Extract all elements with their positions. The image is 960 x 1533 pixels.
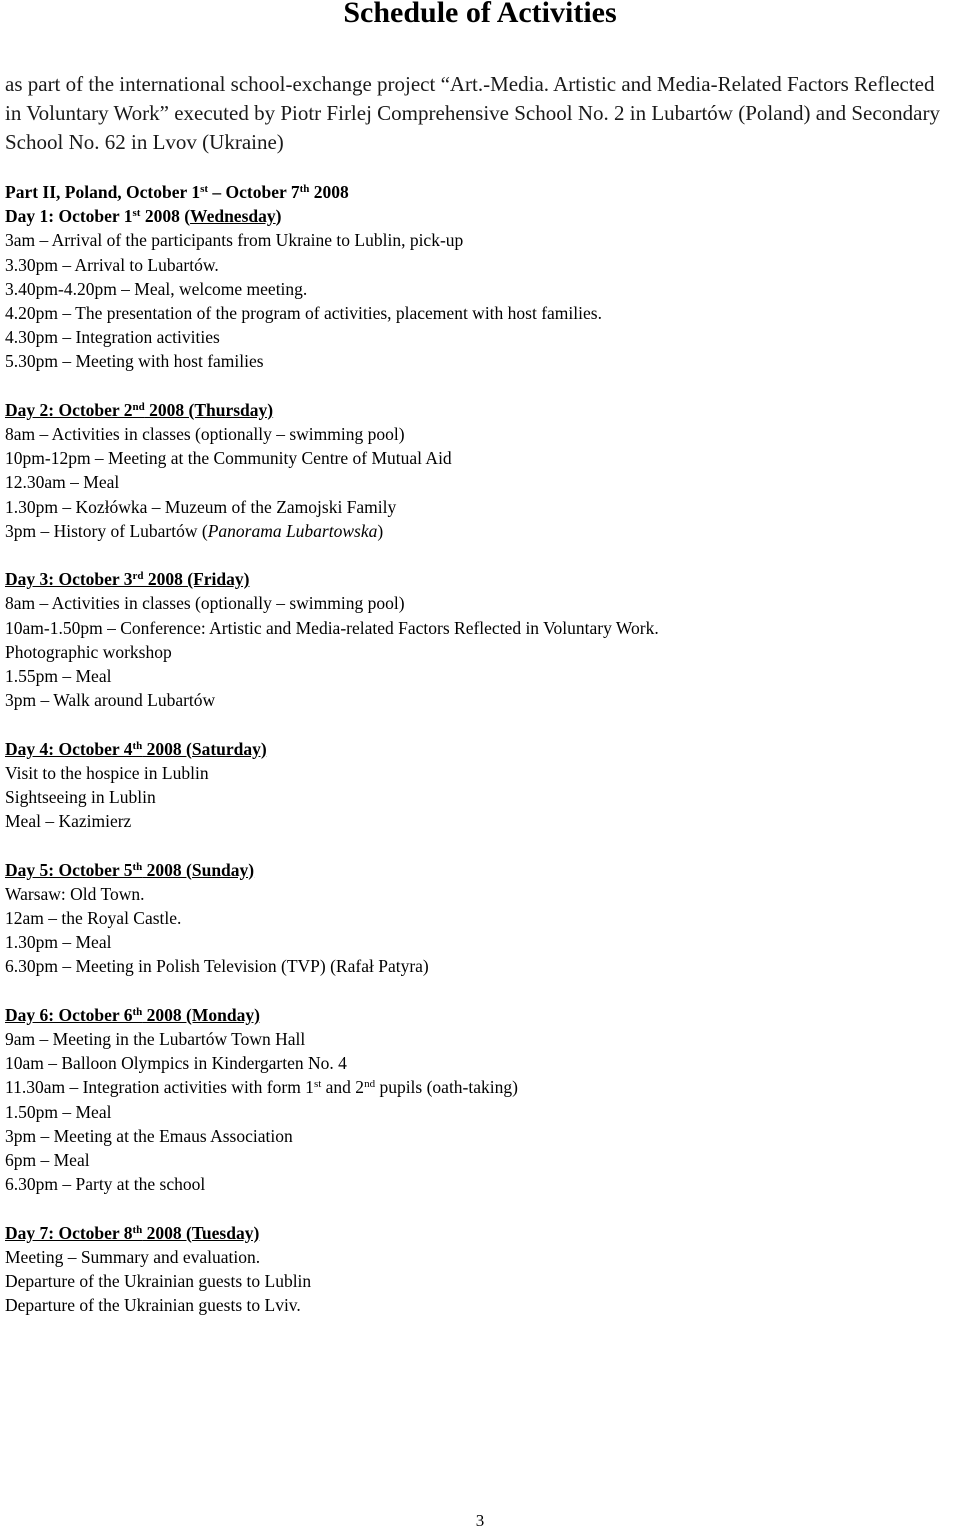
list-item: Visit to the hospice in Lublin [5, 762, 209, 783]
list-item: Meal – Kazimierz [5, 811, 132, 832]
list-item: Meeting – Summary and evaluation. [5, 1246, 261, 1267]
list-item: Departure of the Ukrainian guests to Lviv. [5, 1295, 301, 1316]
schedule-content [5, 180, 955, 1317]
list-item: Sightseeing in Lublin [5, 787, 156, 808]
list-item: 12am – the Royal Castle. [5, 908, 182, 929]
list-item: 6.30pm – Party at the school [5, 1174, 206, 1195]
list-item: Departure of the Ukrainian guests to Lublin [5, 1271, 312, 1292]
day3-heading: Day 3: October 3rd 2008 (Friday) [5, 569, 250, 590]
list-item: 3am – Arrival of the participants from Ukraine to Lublin, pick-up [5, 230, 464, 251]
list-item: 4.30pm – Integration activities [5, 327, 220, 348]
day4-heading: Day 4: October 4th 2008 (Saturday) [5, 738, 267, 759]
day1-heading: Day 1: October 1st 2008 (Wednesday) [5, 206, 282, 227]
list-item: 5.30pm – Meeting with host families [5, 351, 264, 372]
list-item: 8am – Activities in classes (optionally – swimming pool) [5, 424, 405, 445]
list-item: 10pm-12pm – Meeting at the Community Centre of Mutual Aid [5, 448, 452, 469]
part-heading: Part II, Poland, October 1st – October 7th 2008 [5, 182, 349, 202]
list-item: 3pm – Meeting at the Emaus Association [5, 1125, 293, 1146]
list-item: 4.20pm – The presentation of the program of activities, placement with host families. [5, 303, 602, 324]
list-item: 6.30pm – Meeting in Polish Television (TVP) (Rafał Patyra) [5, 956, 429, 977]
day7-heading: Day 7: October 8th 2008 (Tuesday) [5, 1222, 260, 1243]
day5-heading: Day 5: October 5th 2008 (Sunday) [5, 859, 255, 880]
list-item: Warsaw: Old Town. [5, 883, 145, 904]
list-item: Photographic workshop [5, 641, 172, 662]
list-item: 1.50pm – Meal [5, 1101, 112, 1122]
list-item: 1.30pm – Meal [5, 932, 112, 953]
list-item: 3.40pm-4.20pm – Meal, welcome meeting. [5, 278, 308, 299]
list-item: 11.30am – Integration activities with form 1st and 2nd pupils (oath-taking) [5, 1077, 518, 1098]
list-item: 3pm – History of Lubartów (Panorama Lubartowska) [5, 520, 384, 541]
list-item: 10am-1.50pm – Conference: Artistic and Media-related Factors Reflected in Voluntary Work. [5, 617, 659, 638]
day6-heading: Day 6: October 6th 2008 (Monday) [5, 1004, 260, 1025]
list-item: 6pm – Meal [5, 1150, 90, 1171]
list-item: 3pm – Walk around Lubartów [5, 690, 216, 711]
list-item: 1.55pm – Meal [5, 666, 112, 687]
list-item: 10am – Balloon Olympics in Kindergarten No. 4 [5, 1053, 347, 1074]
list-item: 12.30am – Meal [5, 472, 120, 493]
page-number: 3 [475, 1511, 485, 1530]
list-item: 3.30pm – Arrival to Lubartów. [5, 254, 219, 275]
page-title: Schedule of Activities [343, 0, 617, 29]
intro-paragraph: as part of the international school-exchange project “Art.-Media. Artistic and Media-Related Factors Reflected in Voluntary Work” executed by Piotr Firlej Comprehensive School No. 2 in Lubartów (Poland) and Secondary School No. 62 in Lvov (Ukraine) [5, 72, 940, 154]
list-item: 1.30pm – Kozłówka – Muzeum of the Zamojski Family [5, 496, 397, 517]
list-item: 9am – Meeting in the Lubartów Town Hall [5, 1029, 306, 1050]
day2-heading: Day 2: October 2nd 2008 (Thursday) [5, 399, 274, 420]
list-item: 8am – Activities in classes (optionally – swimming pool) [5, 593, 405, 614]
